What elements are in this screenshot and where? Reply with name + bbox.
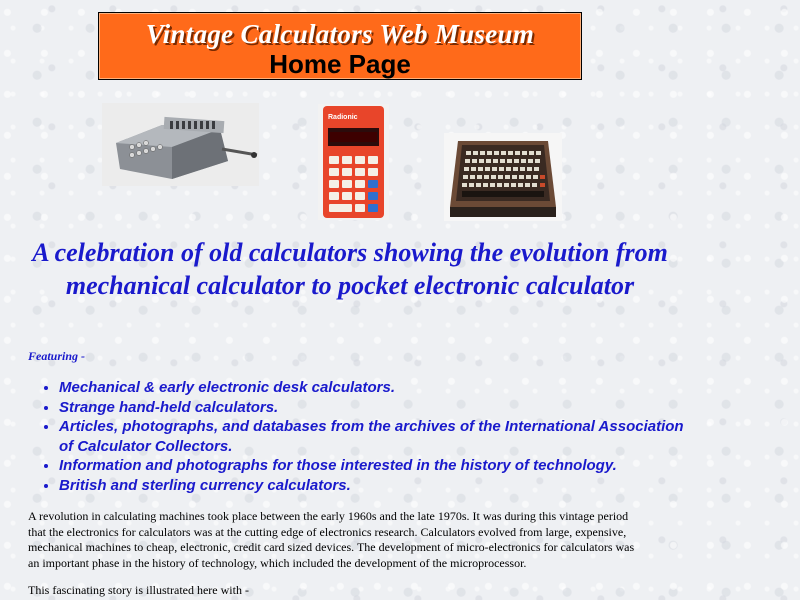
intro-paragraph: A revolution in calculating machines took place between the early 1960s and the late 1970s. It was during this vintage period that the electronics for calculators was at the cutting edge of electronics research. Calculators evolved from large, expensive, mechanical machines to cheap, electronic, credit card sized devices. The development of micro-electronics for calculators was an important phase in the history of technology, which included the development of the microprocessor. [28,509,635,570]
feature-item[interactable]: • Information and photographs for those interested in the history of technology. [59,456,699,476]
feature-list [28,378,699,495]
pocket-calculator-photo[interactable] [318,104,389,220]
tagline-heading: A celebration of old calculators showing the evolution from mechanical calculator to pocket electronic calculator [32,238,668,300]
feature-item[interactable]: • Strange hand-held calculators. [59,398,699,418]
featuring-label: Featuring - [28,349,86,363]
mechanical-calculator-photo[interactable] [102,103,259,186]
feature-item[interactable]: • Articles, photographs, and databases from the archives of the International Association of Calculator Collectors. [59,417,699,456]
desk-calculator-photo[interactable] [444,133,562,221]
story-paragraph: This fascinating story is illustrated here with - [28,583,249,597]
page-title: Home Page [269,49,411,79]
mechanical-calculator-image [102,103,259,186]
site-title: Vintage Calculators Web Museum [145,19,535,49]
feature-item[interactable]: • Mechanical & early electronic desk calculators. [59,378,699,398]
pocket-calculator-brand: Radionic [328,114,358,121]
feature-item[interactable]: • British and sterling currency calculators. [59,476,699,496]
pocket-calculator-image [318,104,389,220]
header-banner [98,12,582,80]
desk-calculator-image [444,133,562,221]
